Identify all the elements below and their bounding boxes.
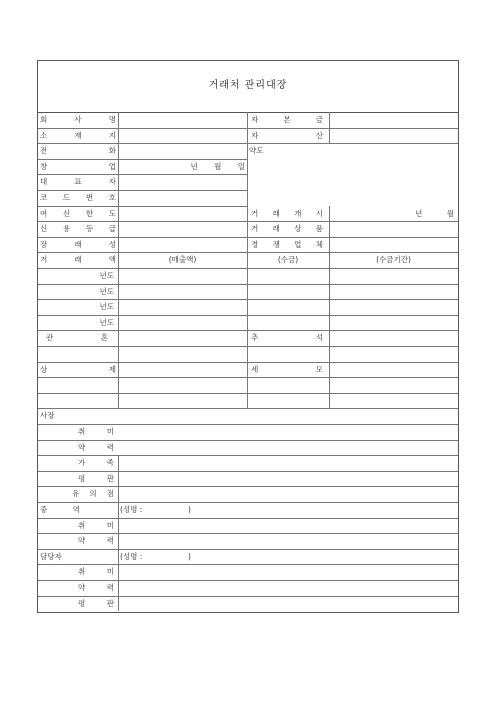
label-manager-reputation: 평 판 bbox=[78, 598, 114, 608]
year-row-2: 년도 bbox=[99, 286, 114, 296]
label-executive-history: 약 력 bbox=[78, 536, 114, 546]
row-divider bbox=[38, 362, 458, 363]
label-executive-hobby: 취 미 bbox=[78, 520, 114, 530]
label-2: 전 화 bbox=[40, 146, 116, 156]
label-president-history: 약 력 bbox=[78, 442, 114, 452]
label-trade-goods: 거 래 상 품 bbox=[251, 224, 323, 234]
label-4: 대 표 자 bbox=[40, 177, 116, 187]
row-divider bbox=[38, 268, 458, 269]
row-divider bbox=[38, 502, 458, 503]
label-6: 여 신 한 도 bbox=[40, 208, 116, 218]
row-divider bbox=[38, 252, 458, 253]
row-divider bbox=[38, 393, 458, 394]
form-title: 거래처 관리대장 bbox=[208, 80, 288, 91]
row-divider bbox=[38, 174, 247, 175]
row-divider bbox=[38, 159, 247, 160]
row-divider bbox=[38, 471, 458, 472]
label-competitors: 경 쟁 업 체 bbox=[251, 239, 323, 249]
label-1: 소 재 지 bbox=[40, 130, 116, 140]
label-map: 약도 bbox=[249, 146, 264, 156]
manager-name-field: (성명 : bbox=[120, 551, 143, 561]
label-executive: 중 역 bbox=[40, 505, 80, 514]
label-president-reputation: 평 판 bbox=[78, 473, 114, 483]
title-area bbox=[38, 61, 458, 113]
row-divider bbox=[38, 455, 458, 456]
row-divider bbox=[38, 408, 458, 409]
row-divider bbox=[38, 440, 458, 441]
label-manager-history: 약 력 bbox=[78, 583, 114, 592]
row-divider bbox=[38, 424, 458, 425]
label-trade-start: 거 래 개 시 bbox=[251, 208, 323, 218]
row-divider bbox=[38, 221, 458, 222]
label-5: 코 드 번 호 bbox=[40, 193, 116, 202]
founding-date: 년 월 일 bbox=[190, 161, 245, 171]
trade-start-date: 년 월 bbox=[415, 208, 454, 218]
col-c bbox=[329, 299, 330, 408]
executive-name-field: (성명 : bbox=[120, 505, 143, 514]
label-president-hobby: 취 미 bbox=[78, 427, 114, 436]
label-manager: 담당자 bbox=[40, 551, 62, 561]
row-divider bbox=[38, 190, 247, 191]
row-divider bbox=[38, 299, 458, 300]
row-divider bbox=[38, 143, 458, 144]
header-sales: (매출액) bbox=[168, 255, 197, 265]
year-row-1: 년도 bbox=[99, 271, 114, 280]
label-wedding-funeral: 관 혼 bbox=[46, 333, 108, 343]
label-year-end: 세 모 bbox=[251, 364, 323, 374]
row-divider bbox=[38, 518, 458, 519]
col-a bbox=[118, 455, 119, 611]
label-mourning: 상 제 bbox=[40, 364, 116, 374]
row-divider bbox=[38, 596, 458, 597]
row-divider bbox=[38, 580, 458, 581]
label-7: 신 용 등 급 bbox=[40, 224, 116, 234]
header-collection: (수금) bbox=[277, 255, 299, 265]
label-0: 회 사 명 bbox=[40, 115, 116, 124]
executive-name-close: ) bbox=[188, 505, 191, 514]
row-divider bbox=[38, 315, 458, 316]
col-c bbox=[329, 112, 330, 143]
label-manager-hobby: 취 미 bbox=[78, 567, 114, 577]
label-president-family: 가 족 bbox=[78, 458, 114, 468]
ledger-form bbox=[37, 60, 459, 613]
year-row-3: 년도 bbox=[99, 302, 114, 312]
label-9: 거 래 액 bbox=[40, 255, 116, 265]
row-divider bbox=[38, 237, 458, 238]
label-8: 장 래 성 bbox=[40, 239, 116, 249]
label-3: 창 업 bbox=[40, 161, 116, 171]
label-chuseok: 추 석 bbox=[251, 333, 323, 343]
row-divider bbox=[38, 346, 458, 347]
year-row-4: 년도 bbox=[99, 317, 114, 327]
row-divider bbox=[38, 206, 247, 207]
row-divider bbox=[38, 533, 458, 534]
row-divider bbox=[38, 549, 458, 550]
label-assets: 자 산 bbox=[251, 130, 323, 140]
manager-name-close: ) bbox=[188, 551, 191, 561]
row-divider bbox=[38, 486, 458, 487]
row-divider bbox=[38, 564, 458, 565]
label-capital: 자 본 금 bbox=[251, 115, 323, 124]
row-divider bbox=[38, 284, 458, 285]
row-divider bbox=[38, 377, 458, 378]
header-collection-period: (수금기간) bbox=[376, 255, 411, 265]
label-president-notes: 유 의 점 bbox=[72, 489, 114, 499]
row-divider bbox=[38, 128, 458, 129]
row-divider bbox=[38, 330, 458, 331]
label-president: 사장 bbox=[40, 411, 55, 421]
